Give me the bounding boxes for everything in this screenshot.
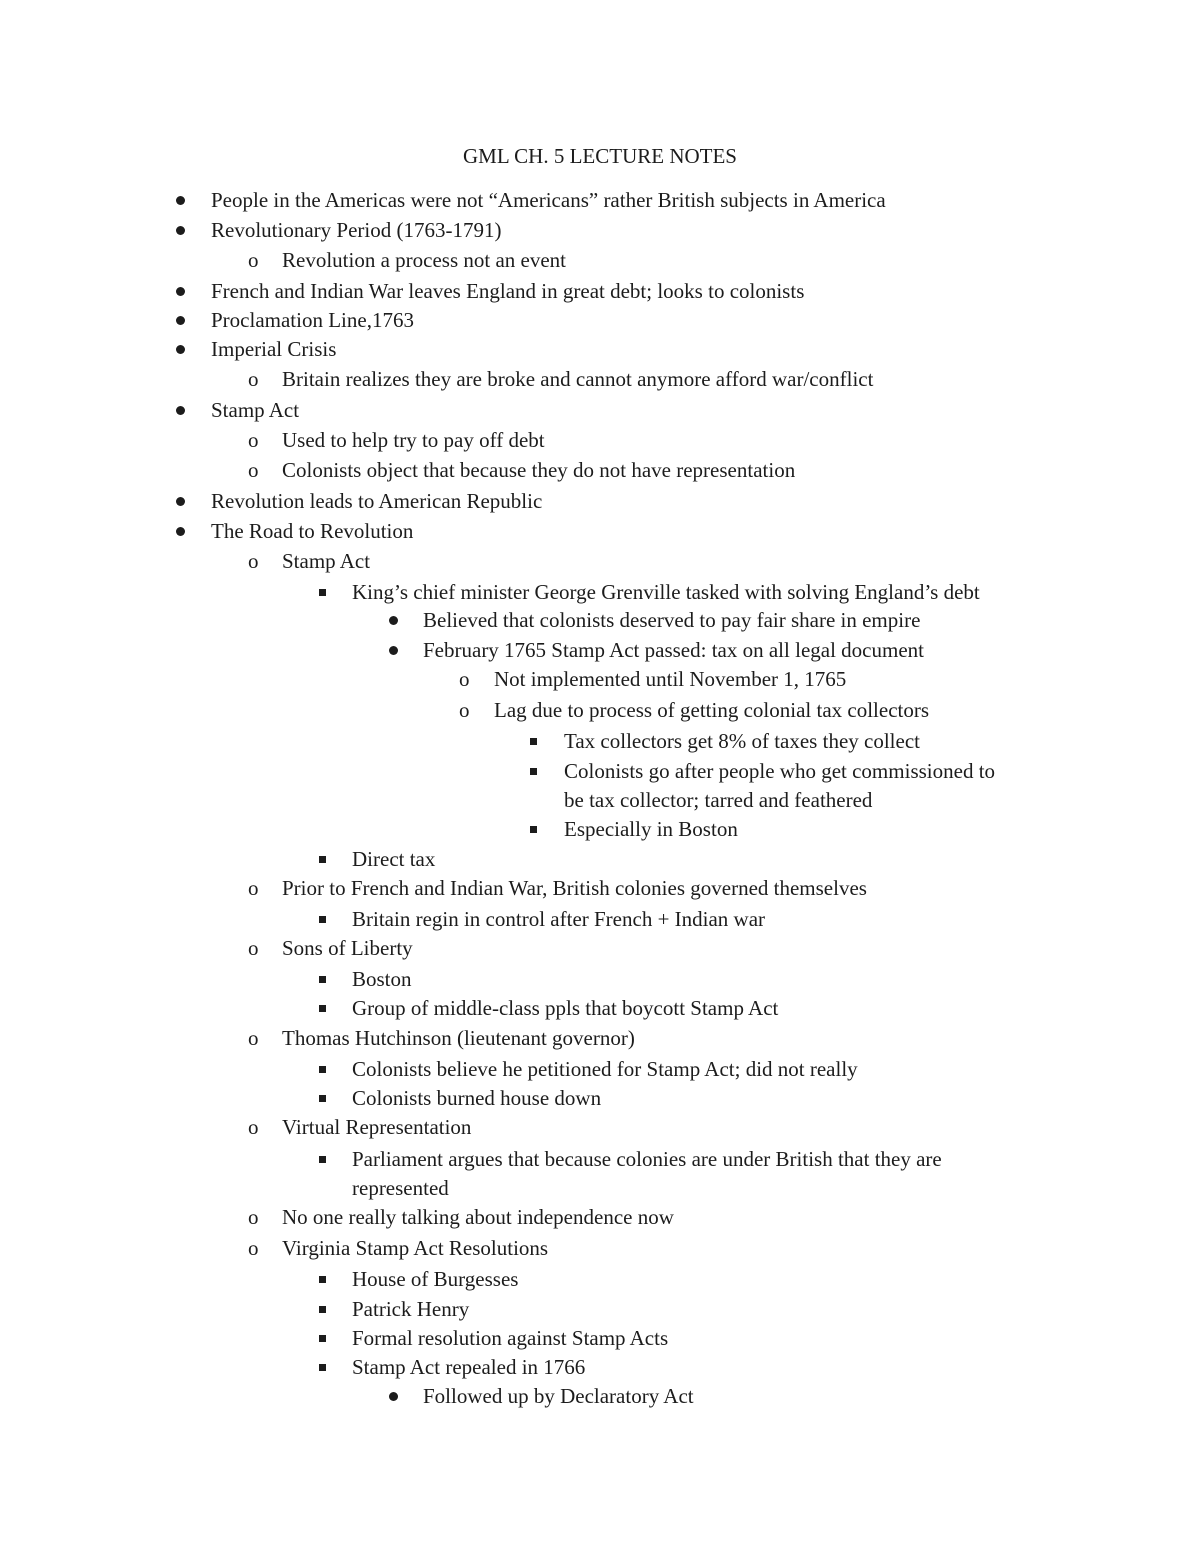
bullet-circle-icon: o	[248, 1205, 259, 1229]
list-item: February 1765 Stamp Act passed: tax on all legal document	[423, 638, 924, 662]
bullet-dot-icon	[176, 497, 185, 506]
bullet-dot-icon	[176, 287, 185, 296]
bullet-circle-icon: o	[248, 549, 259, 573]
bullet-square-icon	[319, 589, 326, 596]
list-item: Sons of Liberty	[282, 936, 413, 960]
bullet-square-icon	[530, 768, 537, 775]
list-item: House of Burgesses	[352, 1267, 519, 1291]
list-item: Used to help try to pay off debt	[282, 428, 545, 452]
bullet-dot-icon	[176, 316, 185, 325]
bullet-circle-icon: o	[248, 1236, 259, 1260]
list-item: Not implemented until November 1, 1765	[494, 667, 847, 691]
list-item: Britain regin in control after French + Indian war	[352, 907, 766, 931]
list-item: King’s chief minister George Grenville tasked with solving England’s debt	[352, 580, 980, 604]
list-item: Virtual Representation	[282, 1115, 472, 1139]
list-item: Colonists object that because they do not have representation	[282, 458, 796, 482]
list-item: Prior to French and Indian War, British colonies governed themselves	[282, 876, 867, 900]
list-item: Boston	[352, 967, 412, 991]
list-item: Revolution a process not an event	[282, 248, 567, 272]
bullet-square-icon	[319, 1066, 326, 1073]
list-item-continuation: be tax collector; tarred and feathered	[564, 788, 873, 812]
list-item: Especially in Boston	[564, 817, 738, 841]
list-item: Imperial Crisis	[211, 337, 337, 361]
list-item: No one really talking about independence now	[282, 1205, 674, 1229]
bullet-dot-icon	[176, 226, 185, 235]
list-item: Thomas Hutchinson (lieutenant governor)	[282, 1026, 635, 1050]
bullet-square-icon	[319, 916, 326, 923]
list-item: Revolution leads to American Republic	[211, 489, 543, 513]
bullet-dot-icon	[176, 196, 185, 205]
list-item: Direct tax	[352, 847, 436, 871]
bullet-square-icon	[319, 1306, 326, 1313]
bullet-square-icon	[319, 1335, 326, 1342]
list-item: Proclamation Line,1763	[211, 308, 414, 332]
list-item: People in the Americas were not “Americans” rather British subjects in America	[211, 188, 886, 212]
bullet-square-icon	[319, 1276, 326, 1283]
bullet-square-icon	[319, 1095, 326, 1102]
bullet-dot-icon	[176, 406, 185, 415]
list-item: Colonists burned house down	[352, 1086, 602, 1110]
list-item: Believed that colonists deserved to pay fair share in empire	[423, 608, 921, 632]
bullet-circle-icon: o	[248, 428, 259, 452]
bullet-dot-icon	[389, 1392, 398, 1401]
bullet-square-icon	[319, 856, 326, 863]
bullet-square-icon	[319, 1364, 326, 1371]
bullet-circle-icon: o	[248, 458, 259, 482]
list-item: Group of middle-class ppls that boycott Stamp Act	[352, 996, 779, 1020]
list-item: French and Indian War leaves England in great debt; looks to colonists	[211, 279, 805, 303]
list-item: Patrick Henry	[352, 1297, 470, 1321]
bullet-square-icon	[319, 1156, 326, 1163]
list-item: Formal resolution against Stamp Acts	[352, 1326, 669, 1350]
list-item: Virginia Stamp Act Resolutions	[282, 1236, 549, 1260]
list-item: Stamp Act repealed in 1766	[352, 1355, 586, 1379]
bullet-square-icon	[530, 826, 537, 833]
bullet-circle-icon: o	[248, 248, 259, 272]
bullet-dot-icon	[176, 527, 185, 536]
bullet-square-icon	[319, 1005, 326, 1012]
list-item: Stamp Act	[211, 398, 300, 422]
bullet-dot-icon	[389, 616, 398, 625]
bullet-circle-icon: o	[248, 367, 259, 391]
bullet-square-icon	[530, 738, 537, 745]
bullet-dot-icon	[176, 345, 185, 354]
bullet-circle-icon: o	[248, 1026, 259, 1050]
bullet-dot-icon	[389, 646, 398, 655]
list-item: Tax collectors get 8% of taxes they collect	[564, 729, 920, 753]
list-item: Parliament argues that because colonies are under British that they are	[352, 1147, 942, 1171]
page-title: GML CH. 5 LECTURE NOTES	[463, 144, 737, 168]
bullet-square-icon	[319, 976, 326, 983]
list-item: Revolutionary Period (1763-1791)	[211, 218, 502, 242]
bullet-circle-icon: o	[248, 936, 259, 960]
list-item-continuation: represented	[352, 1176, 449, 1200]
list-item: The Road to Revolution	[211, 519, 414, 543]
bullet-circle-icon: o	[459, 667, 470, 691]
bullet-circle-icon: o	[248, 1115, 259, 1139]
list-item: Britain realizes they are broke and cannot anymore afford war/conflict	[282, 367, 874, 391]
bullet-circle-icon: o	[248, 876, 259, 900]
bullet-circle-icon: o	[459, 698, 470, 722]
list-item: Colonists go after people who get commissioned to	[564, 759, 996, 783]
list-item: Colonists believe he petitioned for Stamp Act; did not really	[352, 1057, 858, 1081]
list-item: Stamp Act	[282, 549, 371, 573]
list-item: Followed up by Declaratory Act	[423, 1384, 694, 1408]
list-item: Lag due to process of getting colonial tax collectors	[494, 698, 930, 722]
